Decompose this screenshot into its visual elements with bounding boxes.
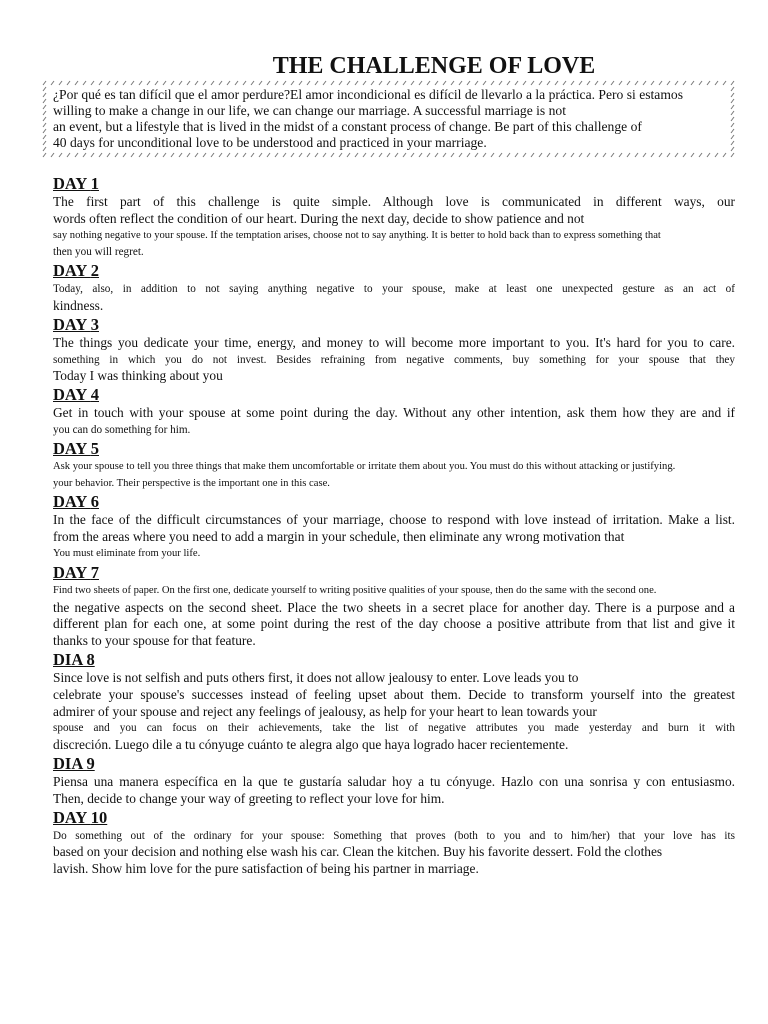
day-number: 7 xyxy=(90,562,99,582)
intro-paragraph xyxy=(53,87,725,151)
day-label: DAY xyxy=(53,314,91,334)
day-label: DAY xyxy=(53,438,91,458)
day-section xyxy=(53,492,735,562)
day-text-line: Do something out of the ordinary for your spouse: Something that proves (both to you and to him/her) that your love has its xyxy=(53,829,735,842)
day-number: 2 xyxy=(90,261,99,281)
day-heading xyxy=(53,315,735,334)
day-label: DAY xyxy=(53,261,91,281)
day-label: DAY xyxy=(53,562,91,582)
title-block xyxy=(0,52,768,80)
day-number: 4 xyxy=(90,385,99,405)
day-text-line: celebrate your spouse's successes instead of feeling upset about them. Decide to transform yourself into the greatest xyxy=(53,686,735,702)
day-text-line: kindness. xyxy=(53,297,104,313)
day-section xyxy=(53,650,735,754)
day-text-line: from the areas where you need to add a margin in your schedule, then eliminate any wrong motivation that xyxy=(53,529,625,545)
day-label: DAY xyxy=(53,492,91,512)
day-number: 6 xyxy=(90,492,99,512)
day-text-line: You must eliminate from your life. xyxy=(53,547,201,559)
day-label: DIA xyxy=(53,649,87,669)
day-text-line: Since love is not selfish and puts others first, it does not allow jealousy to enter. Love leads you to xyxy=(53,669,579,685)
day-text-line: admirer of your spouse and reject any feelings of jealousy, as help for your heart to lean towards your xyxy=(53,703,597,719)
day-number: 10 xyxy=(90,807,108,827)
day-heading xyxy=(53,492,735,511)
day-heading xyxy=(53,439,735,458)
day-text-line: you can do something for him. xyxy=(53,423,191,436)
day-number: 3 xyxy=(90,314,99,334)
day-text-line: based on your decision and nothing else wash his car. Clean the kitchen. Buy his favorite dessert. Fold the clothes xyxy=(53,844,663,860)
day-text-line: thanks to your spouse for that feature. xyxy=(53,633,256,649)
day-text-line: Then, decide to change your way of greeting to reflect your love for him. xyxy=(53,790,445,806)
day-number: 8 xyxy=(86,649,95,669)
intro-line: willing to make a change in our life, we can change our marriage. A successful marriage is not xyxy=(53,103,566,118)
day-heading xyxy=(53,385,735,404)
day-text-line: something in which you do not invest. Besides refraining from negative comments, buy something for your spouse that they xyxy=(53,353,735,366)
day-heading xyxy=(53,563,735,582)
day-text-line: words often reflect the condition of our heart. During the next day, decide to show patience and not xyxy=(53,210,585,226)
day-label: DAY xyxy=(53,174,91,193)
day-section xyxy=(53,315,735,385)
day-text-line: say nothing negative to your spouse. If the temptation arises, choose not to say anything. It is better to hold back than to express something that xyxy=(53,229,661,241)
day-section xyxy=(53,754,735,808)
day-label: DIA xyxy=(53,753,87,773)
day-text-line: Piensa una manera específica en la que te gustaría saludar hoy a tu cónyuge. Hazlo con una sonrisa y con entusiasmo. xyxy=(53,773,735,789)
day-section xyxy=(53,808,735,878)
day-text-line: Find two sheets of paper. On the first one, dedicate yourself to writing positive qualities of your spouse, then do the same with the second one. xyxy=(53,584,657,596)
day-section xyxy=(53,385,735,439)
day-heading xyxy=(53,261,735,280)
day-text-line: Get in touch with your spouse at some point during the day. Without any other intention, ask them how they are and if xyxy=(53,405,735,421)
day-heading xyxy=(53,754,735,773)
intro-line: 40 days for unconditional love to be understood and practiced in your marriage. xyxy=(53,135,487,150)
day-heading xyxy=(53,808,735,827)
day-label: DAY xyxy=(53,807,91,827)
day-text-line: Today I was thinking about you xyxy=(53,368,223,384)
day-text-line: spouse and you can focus on their achievements, take the list of negative attributes you made yesterday and burn it with xyxy=(53,722,735,735)
day-number: 9 xyxy=(86,753,95,773)
day-label: DAY xyxy=(53,385,91,405)
day-text-line: The first part of this challenge is quite simple. Although love is communicated in different ways, our xyxy=(53,194,735,209)
day-section xyxy=(53,563,735,650)
day-text-line: Today, also, in addition to not saying anything negative to your spouse, make at least one unexpected gesture as an act of xyxy=(53,283,735,296)
day-text-line: your behavior. Their perspective is the important one in this case. xyxy=(53,477,330,489)
document-title: THE CHALLENGE OF LOVE xyxy=(272,53,596,79)
day-heading xyxy=(53,650,735,669)
day-text-line: discreción. Luego dile a tu cónyuge cuánto te alegra algo que haya logrado hacer recientemente. xyxy=(53,737,569,753)
day-number: 1 xyxy=(90,174,99,193)
day-text-line: then you will regret. xyxy=(53,246,144,259)
day-text-line: different plan for each one, at some point during the rest of the day choose a positive attribute from that list and give it xyxy=(53,616,735,632)
day-heading xyxy=(53,174,735,193)
day-text-line: Ask your spouse to tell you three things that make them uncomfortable or irritate them about you. You must do this without attacking or justifying. xyxy=(53,460,676,472)
day-section xyxy=(53,261,735,315)
day-text-line: The things you dedicate your time, energy, and money to will become more important to you. It's hard for you to care. xyxy=(53,334,735,350)
intro-box xyxy=(42,80,736,158)
intro-line: an event, but a lifestyle that is lived in the midst of a constant process of change. Be part of this challenge of xyxy=(53,119,642,134)
day-text-line: lavish. Show him love for the pure satisfaction of being his partner in marriage. xyxy=(53,861,479,877)
days-list xyxy=(53,174,735,878)
day-text-line: the negative aspects on the second sheet. Place the two sheets in a secret place for another day. There is a purpose and a xyxy=(53,599,735,615)
day-text-line: In the face of the difficult circumstances of your marriage, choose to respond with love instead of irritation. Make a list. xyxy=(53,512,735,528)
intro-line: ¿Por qué es tan difícil que el amor perdure?El amor incondicional es difícil de llevarlo a la práctica. Pero si estamos xyxy=(53,87,683,102)
day-section xyxy=(53,174,735,261)
day-number: 5 xyxy=(90,438,99,458)
day-section xyxy=(53,439,735,493)
